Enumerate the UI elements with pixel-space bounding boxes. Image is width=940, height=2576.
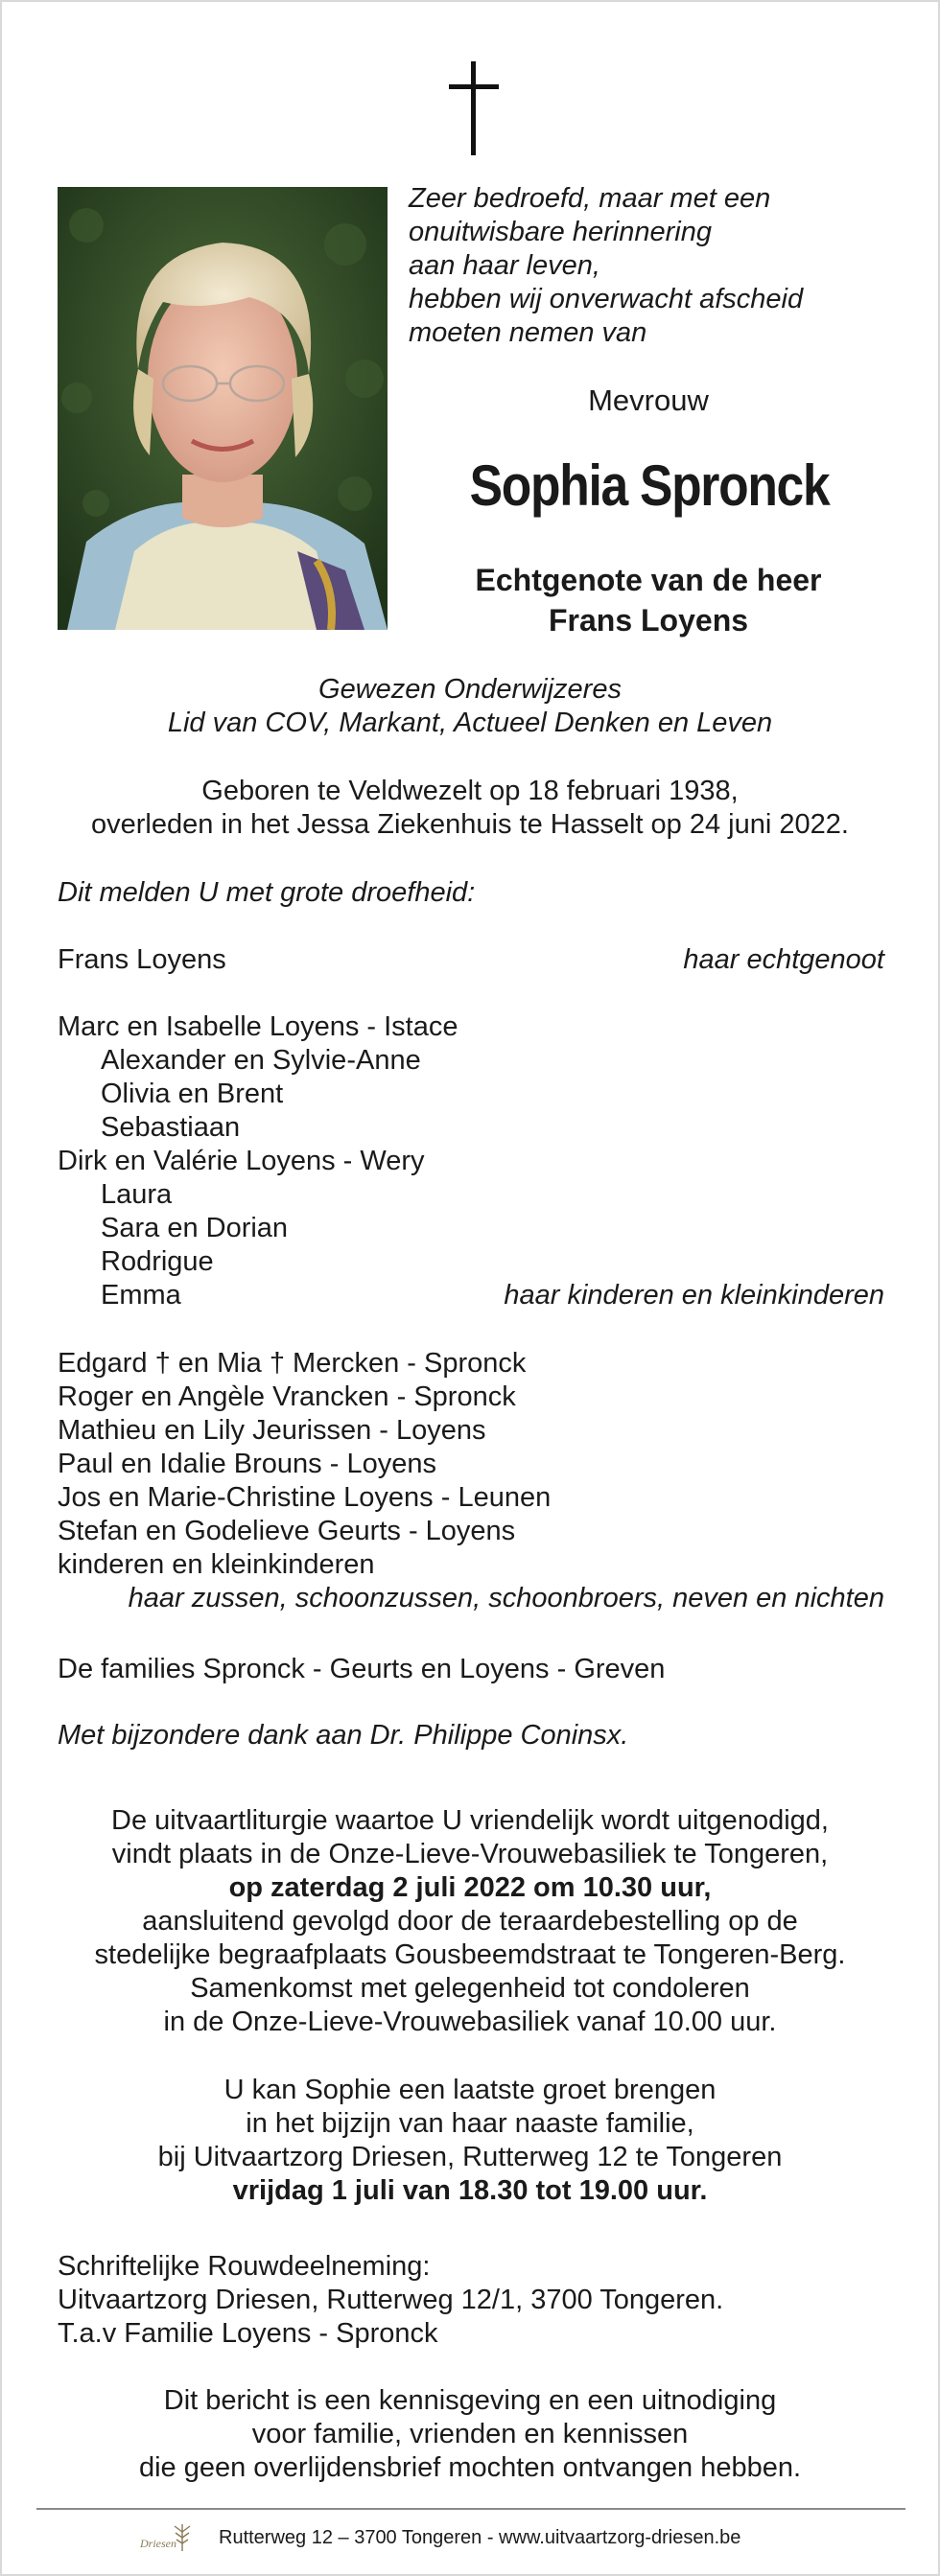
list-item: Dirk en Valérie Loyens - Wery (58, 1146, 425, 1176)
funeral-line: vindt plaats in de Onze-Lieve-Vrouwebasiliek te Tongeren, (111, 1839, 829, 1869)
list-item: Alexander en Sylvie-Anne (101, 1045, 421, 1076)
birth-line: Geboren te Veldwezelt op 18 februari 1938, (201, 776, 739, 806)
svg-text:Driesen: Driesen (140, 2537, 176, 2550)
announcement: Dit melden U met grote droefheid: (58, 877, 476, 908)
visitation-line: bij Uitvaartzorg Driesen, Rutterweg 12 te Tongeren (157, 2142, 783, 2172)
visitation-date: vrijdag 1 juli van 18.30 tot 19.00 uur. (232, 2175, 708, 2206)
intro-line: hebben wij onverwacht afscheid (409, 284, 804, 314)
intro-line: Zeer bedroefd, maar met een (409, 183, 771, 214)
funeral-line: in de Onze-Lieve-Vrouwebasiliek vanaf 10.00 uur. (163, 2007, 777, 2037)
list-item: Rodrigue (101, 1246, 214, 1277)
visitation-line: in het bijzijn van haar naaste familie, (246, 2108, 694, 2139)
list-item: Jos en Marie-Christine Loyens - Leunen (58, 1482, 552, 1513)
footer-divider (36, 2508, 905, 2510)
funeral-line: De uitvaartliturgie waartoe U vriendelijk wordt uitgenodigd, (111, 1805, 829, 1836)
list-item: Olivia en Brent (101, 1079, 284, 1109)
list-item: Stefan en Godelieve Geurts - Loyens (58, 1516, 516, 1546)
death-line: overleden in het Jessa Ziekenhuis te Hasselt op 24 juni 2022. (91, 809, 849, 840)
list-item: Mathieu en Lily Jeurissen - Loyens (58, 1415, 486, 1446)
list-item: Edgard † en Mia † Mercken - Spronck (58, 1348, 527, 1379)
visitation-info (2, 2074, 938, 2208)
written-line: Uitvaartzorg Driesen, Rutterweg 12/1, 3700 Tongeren. (58, 2285, 724, 2315)
spouse-relation: haar echtgenoot (683, 944, 884, 975)
spouse-line: Frans Loyens (548, 603, 749, 638)
list-item: Roger en Angèle Vrancken - Spronck (58, 1381, 516, 1412)
list-item: Sebastiaan (101, 1112, 241, 1143)
list-item: Sara en Dorian (101, 1213, 289, 1243)
birth-death-info (2, 775, 938, 842)
children-list (58, 1010, 884, 1312)
intro-line: aan haar leven, (409, 250, 600, 281)
funeral-line: Samenkomst met gelegenheid tot condoleren (190, 1973, 750, 2004)
occupation-line: Gewezen Onderwijzeres (318, 674, 622, 705)
list-item: Laura (101, 1179, 173, 1210)
title-mevrouw: Mevrouw (588, 383, 709, 417)
intro-line: onuitwisbare herinnering (409, 217, 712, 247)
list-item: kinderen en kleinkinderen (58, 1549, 375, 1580)
list-item: Paul en Idalie Brouns - Loyens (58, 1449, 436, 1479)
children-relation: haar kinderen en kleinkinderen (504, 1280, 884, 1311)
deceased-name: Sophia Spronck (469, 453, 830, 518)
funeral-line: aansluitend gevolgd door de teraardebestelling op de (142, 1906, 798, 1937)
intro-line: moeten nemen van (409, 317, 647, 348)
spouse-info (409, 560, 888, 640)
closing-note (2, 2384, 938, 2485)
funeral-line: stedelijke begraafplaats Gousbeemdstraat te Tongeren-Berg. (94, 1939, 846, 1970)
funeral-info (2, 1804, 938, 2039)
written-line: T.a.v Familie Loyens - Spronck (58, 2318, 438, 2349)
closing-line: Dit bericht is een kennisgeving en een uitnodiging (163, 2385, 777, 2416)
spouse-name: Frans Loyens (58, 944, 226, 975)
thanks-text: Met bijzondere dank aan Dr. Philippe Coninsx. (58, 1720, 629, 1751)
siblings-relation: haar zussen, schoonzussen, schoonbroers, neven en nichten (128, 1583, 884, 1613)
families-text: De families Spronck - Geurts en Loyens - Greven (58, 1654, 666, 1684)
visitation-line: U kan Sophie een laatste groet brengen (223, 2075, 717, 2105)
cross-icon (449, 61, 499, 155)
written-line: Schriftelijke Rouwdeelneming: (58, 2251, 431, 2282)
list-item: Emma haar kinderen en kleinkinderen (101, 1280, 884, 1311)
funeral-home-logo (136, 2518, 203, 2563)
portrait-photo (58, 187, 388, 630)
occupation (2, 673, 938, 740)
spouse-row (58, 943, 884, 977)
spouse-line: Echtgenote van de heer (475, 563, 822, 597)
closing-line: die geen overlijdensbrief mochten ontvangen hebben. (138, 2452, 802, 2483)
families-row (58, 1653, 884, 1686)
closing-line: voor familie, vrienden en kennissen (251, 2419, 689, 2449)
intro-text (409, 182, 907, 350)
footer-address: Rutterweg 12 – 3700 Tongeren - www.uitvaartzorg-driesen.be (219, 2527, 741, 2548)
siblings-list (58, 1347, 884, 1615)
list-item: Marc en Isabelle Loyens - Istace (58, 1011, 458, 1042)
occupation-line: Lid van COV, Markant, Actueel Denken en Leven (167, 708, 773, 738)
written-condolences (58, 2250, 723, 2351)
funeral-date: op zaterdag 2 juli 2022 om 10.30 uur, (228, 1872, 712, 1903)
